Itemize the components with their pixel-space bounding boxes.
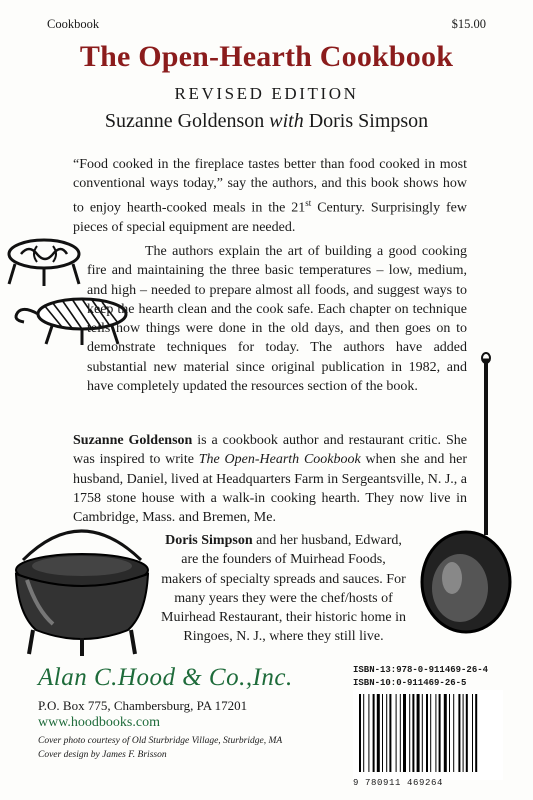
author-line (0, 110, 533, 133)
price-label: $15.00 (451, 17, 486, 31)
author-first: Suzanne Goldenson (104, 110, 265, 132)
intro-paragraph (73, 155, 467, 237)
intro-text-b: Century. Surprisingly few pieces of special equipment are needed. (73, 200, 467, 235)
technique-paragraph: The authors explain the art of building a good cooking fire and maintaining the three basic temperatures – low, medium, and high – needed to prepare almost all foods, and suggest ways to keep the hearth clean and the cook safe. Each chapter on technique tells how things were done in the old days, and then goes on to demonstrate techniques for today. The authors have added substantial new material since original publication in 1982, and have completely updated the resources section of the book. (87, 244, 467, 395)
author-with: with (269, 110, 304, 132)
intro-text-a: “Food cooked in the fireplace tastes better than food cooked in most conventional ways today,” say the authors, and this book shows how to enjoy hearth-cooked meals in the 21 (73, 157, 467, 216)
goldenson-text-b: when she and her husband, Daniel, lived at Headquarters Farm in Sergeantsville, N. J., a 1758 stone house with a walk-in cooking hearth. They now live in Cambridge, Mass. and Bremen, Me. (73, 452, 467, 526)
trivet-illustration (3, 232, 85, 288)
barcode (353, 690, 503, 780)
photo-credit: Cover photo courtesy of Old Sturbridge Village, Sturbridge, MA (38, 736, 283, 746)
barcode-number: 9 780911 469264 (353, 778, 444, 788)
goldenson-name: Suzanne Goldenson (73, 433, 193, 448)
category-label: Cookbook (47, 17, 100, 31)
book-title-inline: The Open-Hearth Cookbook (198, 452, 361, 468)
book-title: The Open-Hearth Cookbook (79, 40, 454, 73)
publisher-url[interactable]: www.hoodbooks.com (38, 715, 160, 730)
design-credit: Cover design by James F. Brisson (38, 750, 167, 760)
intro-superscript: st (305, 197, 312, 208)
isbn-10: ISBN-10:0-911469-26-5 (353, 678, 467, 688)
simpson-text: and her husband, Edward, are the founders of Muirhead Foods, makers of specialty spreads and sauces. For many years they were the chef/hosts of Muirhead Restaurant, their historic home in Ringoes, N. J., where they still live. (161, 533, 406, 645)
author-second: Doris Simpson (308, 110, 429, 132)
edition-label: REVISED EDITION (174, 84, 359, 103)
goldenson-bio (73, 431, 467, 527)
publisher-address: P.O. Box 775, Chambersburg, PA 17201 (38, 698, 248, 713)
simpson-name: Doris Simpson (165, 533, 253, 548)
dutch-oven-illustration (3, 520, 161, 660)
simpson-bio (160, 531, 407, 647)
goldenson-text-a: is a cookbook author and restaurant critic. She was inspired to write (73, 433, 467, 468)
publisher-name: Alan C.Hood & Co.,Inc. (38, 664, 293, 691)
isbn-13: ISBN-13:978-0-911469-26-4 (353, 665, 489, 675)
